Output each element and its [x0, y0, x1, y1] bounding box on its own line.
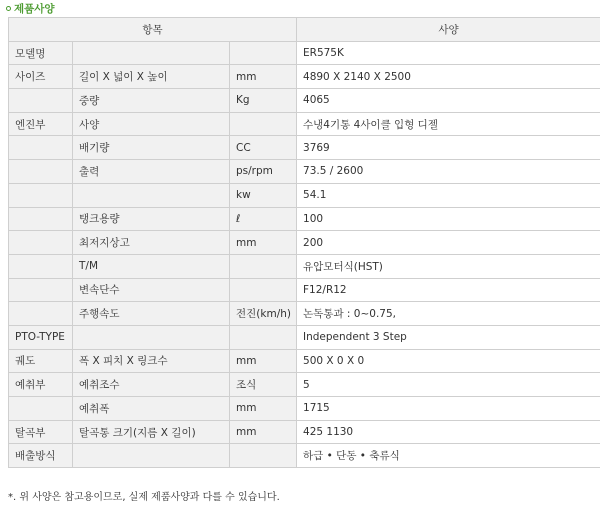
row-item: 주행속도: [73, 302, 230, 326]
row-unit: [230, 112, 297, 136]
row-category: [9, 278, 73, 302]
row-value: 200: [297, 231, 600, 255]
row-value: 수냉4기통 4사이클 입형 디젤: [297, 112, 600, 136]
table-row: [9, 373, 600, 397]
row-unit: mm: [230, 349, 297, 373]
row-item: 예취폭: [73, 397, 230, 421]
row-value: 100: [297, 207, 600, 231]
row-category: 궤도: [9, 349, 73, 373]
row-category: 배출방식: [9, 444, 73, 468]
row-unit: Kg: [230, 89, 297, 113]
row-value: 유압모터식(HST): [297, 254, 600, 278]
row-unit: [230, 444, 297, 468]
row-category: [9, 160, 73, 184]
row-category: 모델명: [9, 41, 73, 65]
row-category: [9, 397, 73, 421]
table-row: [9, 89, 600, 113]
row-value: 4890 X 2140 X 2500: [297, 65, 600, 89]
section-title-text: 제품사양: [14, 2, 55, 15]
spec-table-header: [9, 18, 600, 42]
row-category: [9, 254, 73, 278]
table-row: [9, 136, 600, 160]
table-row: [9, 160, 600, 184]
row-unit: mm: [230, 420, 297, 444]
row-item: T/M: [73, 254, 230, 278]
row-item: 예취조수: [73, 373, 230, 397]
row-category: 탈곡부: [9, 420, 73, 444]
row-item: 출력: [73, 160, 230, 184]
row-unit: mm: [230, 65, 297, 89]
row-item: 탱크용량: [73, 207, 230, 231]
row-unit: [230, 325, 297, 349]
spec-table: [8, 17, 600, 468]
row-item: [73, 325, 230, 349]
table-row: [9, 302, 600, 326]
table-row: [9, 254, 600, 278]
row-category: 예취부: [9, 373, 73, 397]
table-row: [9, 183, 600, 207]
table-row: [9, 231, 600, 255]
table-row: [9, 207, 600, 231]
row-item: 탈곡통 크기(지름 X 길이): [73, 420, 230, 444]
row-value: 1715: [297, 397, 600, 421]
row-unit: kw: [230, 183, 297, 207]
table-row: [9, 41, 600, 65]
header-item: 항목: [9, 18, 297, 42]
table-row: [9, 278, 600, 302]
table-row: [9, 325, 600, 349]
row-item: [73, 41, 230, 65]
row-unit: [230, 41, 297, 65]
row-category: 사이즈: [9, 65, 73, 89]
row-value: 4065: [297, 89, 600, 113]
row-item: 배기량: [73, 136, 230, 160]
table-row: [9, 349, 600, 373]
row-unit: 전진(km/h): [230, 302, 297, 326]
table-row: [9, 65, 600, 89]
row-value: 5: [297, 373, 600, 397]
row-value: 하급 • 단동 • 축류식: [297, 444, 600, 468]
row-item: 폭 X 피치 X 링크수: [73, 349, 230, 373]
spec-table-body: [9, 41, 600, 467]
row-category: [9, 183, 73, 207]
row-value: 73.5 / 2600: [297, 160, 600, 184]
row-category: PTO-TYPE: [9, 325, 73, 349]
row-category: 엔진부: [9, 112, 73, 136]
row-value: 500 X 0 X 0: [297, 349, 600, 373]
row-category: [9, 302, 73, 326]
row-unit: ℓ: [230, 207, 297, 231]
row-category: [9, 207, 73, 231]
row-item: 중량: [73, 89, 230, 113]
table-row: [9, 112, 600, 136]
row-item: 길이 X 넓이 X 높이: [73, 65, 230, 89]
row-value: F12/R12: [297, 278, 600, 302]
row-item: [73, 183, 230, 207]
row-item: 최저지상고: [73, 231, 230, 255]
section-title: [6, 1, 55, 15]
row-unit: 조식: [230, 373, 297, 397]
header-spec: 사양: [297, 18, 600, 42]
bullet-icon: [6, 6, 11, 11]
table-row: [9, 420, 600, 444]
row-item: [73, 444, 230, 468]
row-unit: mm: [230, 231, 297, 255]
row-value: 논독통과 : 0~0.75,: [297, 302, 600, 326]
row-item: 변속단수: [73, 278, 230, 302]
row-unit: mm: [230, 397, 297, 421]
row-value: Independent 3 Step: [297, 325, 600, 349]
row-value: 3769: [297, 136, 600, 160]
row-category: [9, 136, 73, 160]
row-category: [9, 89, 73, 113]
row-value: 54.1: [297, 183, 600, 207]
row-item: 사양: [73, 112, 230, 136]
footnote: *. 위 사양은 참고용이므로, 실제 제품사양과 다를 수 있습니다.: [8, 492, 280, 503]
row-unit: [230, 278, 297, 302]
row-unit: [230, 254, 297, 278]
row-unit: CC: [230, 136, 297, 160]
row-category: [9, 231, 73, 255]
table-row: [9, 397, 600, 421]
row-value: 425 1130: [297, 420, 600, 444]
row-unit: ps/rpm: [230, 160, 297, 184]
row-value: ER575K: [297, 41, 600, 65]
table-row: [9, 444, 600, 468]
